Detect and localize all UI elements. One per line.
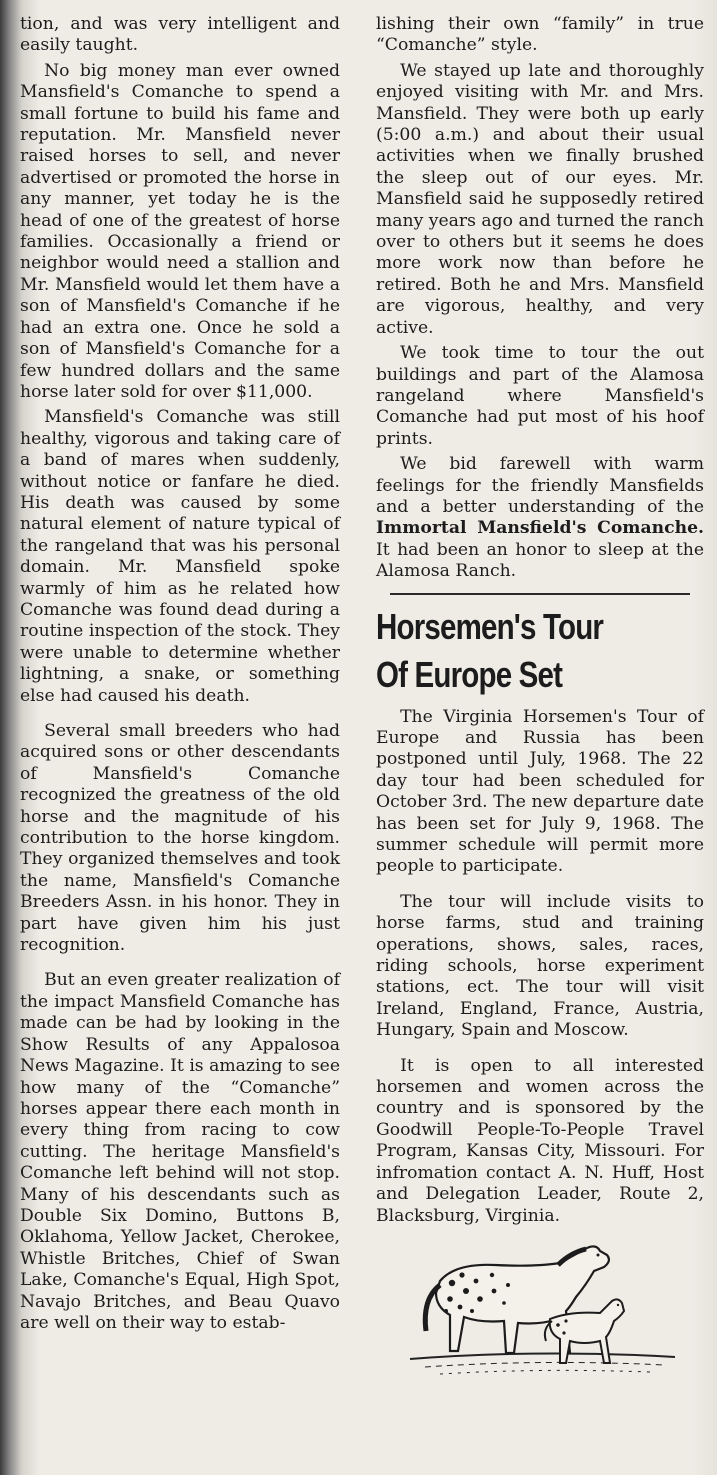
left-paragraph-4: Several small breeders who had acquired sons or other descendants of Mansfield's Comanche recognized the greatness of the old horse and the magnitude of his contribution to the horse kingdom. They organized themselves and took the name, Mansfield's Comanche Breeders Assn. in his honor. They in part have given him his just recognition. [20, 721, 340, 956]
article-paragraph-2: The tour will include visits to horse farms, stud and training operations, shows, sales, races, riding schools, horse experiment stations, ect. The tour will visit Ireland, England, France, Austria, Hungary, Spain and Moscow. [376, 891, 704, 1041]
right-column [376, 14, 704, 1391]
farewell-paragraph [376, 454, 704, 582]
farewell-text-end: It had been an honor to sleep at the Alamosa Ranch. [376, 539, 704, 582]
headline-line-1: Horsemen's Tour [376, 605, 604, 647]
headline-line-2: Of Europe Set [376, 653, 563, 695]
left-paragraph-5: But an even greater realization of the impact Mansfield Comanche has made can be had by looking in the Show Results of any Appalosoa News Magazine. It is amazing to see how many of the “Comanche” horses appear there each month in every thing from racing to cow cutting. The heritage Mansfield's Comanche left behind will not stop. Many of his descendants such as Double Six Domino, Buttons B, Oklahoma, Yellow Jacket, Cherokee, Whistle Britches, Chief of Swan Lake, Comanche's Equal, High Spot, Navajo Britches, and Beau Quavo are well on their way to estab- [20, 970, 340, 1333]
left-paragraph-3: Mansfield's Comanche was still healthy, vigorous and taking care of a band of mares when suddenly, without notice or fanfare he died. His death was caused by some natural element of nature typical of the rangeland that was his personal domain. Mr. Mansfield spoke warmly of him as he related how Comanche was found dead during a routine inspection of the stock. They were unable to determine whether lightning, a snake, or something else had caused his death. [20, 407, 340, 706]
right-paragraph-2: We stayed up late and thoroughly enjoyed visiting with Mr. and Mrs. Mansfield. They were both up early (5:00 a.m.) and about their usual activities when we finally brushed the sleep out of our eyes. Mr. Mansfield said he supposedly retired many years ago and turned the ranch over to others but it seems he does more work now than before he retired. Both he and Mrs. Mansfield are vigorous, healthy, and very active. [376, 60, 704, 338]
farewell-text-start: We bid farewell with warm feelings for the friendly Mansfields and a better understanding of the [376, 454, 704, 517]
left-paragraph-2: No big money man ever owned Mansfield's Comanche to spend a small fortune to build his fame and reputation. Mr. Mansfield never raised horses to sell, and never advertised or promoted the horse in any manner, yet today he is the head of one of the greatest of horse families. Occasionally a friend or neighbor would need a stallion and Mr. Mansfield would let them have a son of Mansfield's Comanche if he had an extra one. Once he sold a son of Mansfield's Comanche for a few hundred dollars and the same horse later sold for over $11,000. [20, 60, 340, 402]
article-headline [376, 603, 704, 699]
appaloosa-mare-and-foal-illustration [400, 1241, 680, 1391]
right-paragraph-3: We took time to tour the out buildings and part of the Alamosa rangeland where Mansfield's Comanche had put most of his hoof prints. [376, 343, 704, 449]
article-paragraph-1: The Virginia Horsemen's Tour of Europe and Russia has been postponed until July, 1968. The 22 day tour had been scheduled for October 3rd. The new departure date has been set for July 9, 1968. The summer schedule will permit more people to participate. [376, 706, 704, 877]
right-paragraph-1: lishing their own “family” in true “Comanche” style. [376, 14, 704, 56]
section-divider [390, 593, 690, 595]
left-column [20, 14, 340, 1334]
left-paragraph-1: tion, and was very intelligent and easily taught. [20, 14, 340, 56]
farewell-bold-phrase: Immortal Mansfield's Comanche. [376, 518, 704, 539]
article-paragraph-3: It is open to all interested horsemen and women across the country and is sponsored by the Goodwill People-To-People Travel Program, Kansas City, Missouri. For infromation contact A. N. Huff, Host and Delegation Leader, Route 2, Blacksburg, Virginia. [376, 1055, 704, 1226]
